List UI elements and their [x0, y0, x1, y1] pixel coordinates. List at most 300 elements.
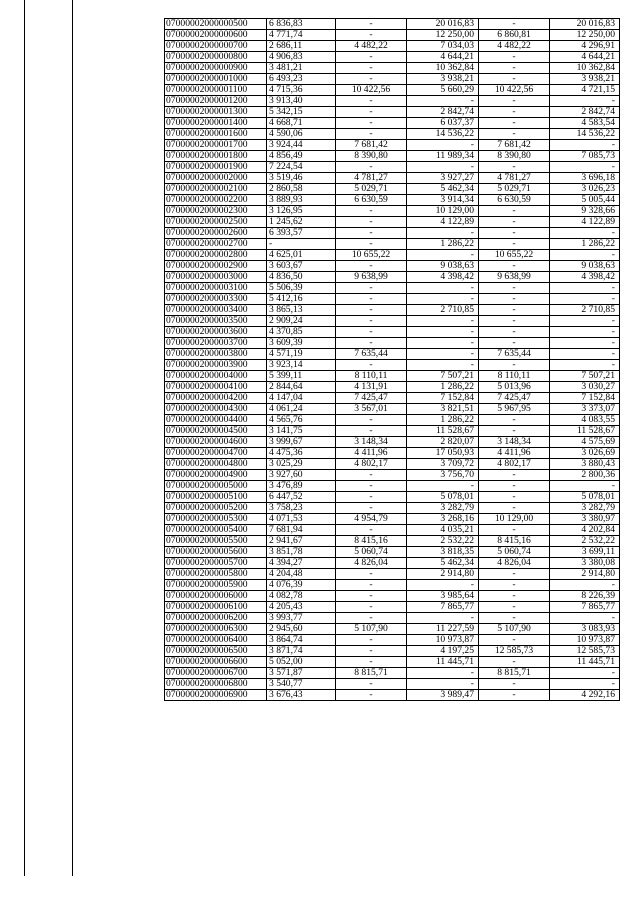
value-cell-1: 3 999,67: [267, 437, 336, 448]
value-cell-4: -: [479, 525, 550, 536]
value-cell-1: 4 082,78: [267, 591, 336, 602]
table-row: [165, 657, 620, 668]
value-cell-3: -: [407, 140, 479, 151]
value-cell-4: -: [479, 129, 550, 140]
value-cell-2: 10 655,22: [336, 250, 407, 261]
value-cell-1: 3 603,67: [267, 261, 336, 272]
value-cell-4: 10 655,22: [479, 250, 550, 261]
value-cell-1: 3 924,44: [267, 140, 336, 151]
value-cell-2: -: [336, 74, 407, 85]
value-cell-4: -: [479, 657, 550, 668]
value-cell-3: 9 038,63: [407, 261, 479, 272]
value-cell-5: -: [550, 96, 620, 107]
value-cell-4: -: [479, 74, 550, 85]
value-cell-1: -: [267, 239, 336, 250]
value-cell-1: 4 856,49: [267, 151, 336, 162]
value-cell-2: -: [336, 206, 407, 217]
value-cell-4: 6 630,59: [479, 195, 550, 206]
row-code-cell: 07000002000002200: [165, 195, 267, 206]
table-row: [165, 580, 620, 591]
value-cell-4: 8 390,80: [479, 151, 550, 162]
value-cell-1: 4 370,85: [267, 327, 336, 338]
row-code-cell: 07000002000006500: [165, 646, 267, 657]
value-cell-3: 3 989,47: [407, 690, 479, 701]
row-code-cell: 07000002000006200: [165, 613, 267, 624]
value-cell-3: 11 989,34: [407, 151, 479, 162]
value-cell-1: 3 864,74: [267, 635, 336, 646]
value-cell-5: 4 721,15: [550, 85, 620, 96]
table-row: [165, 382, 620, 393]
value-cell-1: 3 126,95: [267, 206, 336, 217]
value-cell-2: -: [336, 283, 407, 294]
value-cell-5: 4 083,55: [550, 415, 620, 426]
value-cell-3: 3 818,35: [407, 547, 479, 558]
value-cell-1: 4 076,39: [267, 580, 336, 591]
value-cell-3: -: [407, 327, 479, 338]
value-cell-2: -: [336, 96, 407, 107]
value-cell-2: -: [336, 107, 407, 118]
table-row: [165, 536, 620, 547]
value-cell-4: 4 826,04: [479, 558, 550, 569]
row-code-cell: 07000002000004000: [165, 371, 267, 382]
table-row: [165, 272, 620, 283]
value-cell-1: 3 927,60: [267, 470, 336, 481]
value-cell-1: 4 571,19: [267, 349, 336, 360]
value-cell-3: 4 122,89: [407, 217, 479, 228]
value-cell-1: 4 836,50: [267, 272, 336, 283]
value-cell-3: 7 507,21: [407, 371, 479, 382]
value-cell-4: -: [479, 338, 550, 349]
value-cell-3: 2 710,85: [407, 305, 479, 316]
row-code-cell: 07000002000004200: [165, 393, 267, 404]
value-cell-2: 4 411,96: [336, 448, 407, 459]
value-cell-3: -: [407, 481, 479, 492]
value-cell-1: 3 025,29: [267, 459, 336, 470]
data-table-body: [165, 19, 620, 701]
table-row: [165, 514, 620, 525]
value-cell-1: 5 506,39: [267, 283, 336, 294]
table-row: [165, 393, 620, 404]
value-cell-3: -: [407, 96, 479, 107]
value-cell-2: -: [336, 613, 407, 624]
table-row: [165, 184, 620, 195]
value-cell-3: 3 709,72: [407, 459, 479, 470]
value-cell-2: 4 131,91: [336, 382, 407, 393]
value-cell-3: 6 037,37: [407, 118, 479, 129]
table-row: [165, 503, 620, 514]
table-row: [165, 415, 620, 426]
row-code-cell: 07000002000004500: [165, 426, 267, 437]
value-cell-4: 5 967,95: [479, 404, 550, 415]
table-row: [165, 107, 620, 118]
value-cell-1: 5 052,00: [267, 657, 336, 668]
value-cell-4: -: [479, 118, 550, 129]
value-cell-1: 3 758,23: [267, 503, 336, 514]
row-code-cell: 07000002000004900: [165, 470, 267, 481]
value-cell-2: 3 567,01: [336, 404, 407, 415]
table-row: [165, 239, 620, 250]
value-cell-2: 9 638,99: [336, 272, 407, 283]
table-row: [165, 52, 620, 63]
value-cell-4: -: [479, 217, 550, 228]
row-code-cell: 07000002000002800: [165, 250, 267, 261]
value-cell-1: 3 923,14: [267, 360, 336, 371]
value-cell-1: 2 686,11: [267, 41, 336, 52]
value-cell-5: -: [550, 613, 620, 624]
table-row: [165, 85, 620, 96]
value-cell-2: -: [336, 503, 407, 514]
value-cell-5: 7 085,73: [550, 151, 620, 162]
value-cell-4: -: [479, 107, 550, 118]
value-cell-5: 4 202,84: [550, 525, 620, 536]
row-code-cell: 07000002000005200: [165, 503, 267, 514]
table-row: [165, 690, 620, 701]
value-cell-3: -: [407, 283, 479, 294]
value-cell-5: 3 030,27: [550, 382, 620, 393]
value-cell-1: 2 844,64: [267, 382, 336, 393]
value-cell-5: 9 038,63: [550, 261, 620, 272]
value-cell-3: -: [407, 162, 479, 173]
value-cell-2: -: [336, 239, 407, 250]
table-row: [165, 151, 620, 162]
row-code-cell: 07000002000006800: [165, 679, 267, 690]
row-code-cell: 07000002000004800: [165, 459, 267, 470]
value-cell-1: 3 871,74: [267, 646, 336, 657]
page-border-left: [24, 0, 25, 876]
value-cell-1: 4 668,71: [267, 118, 336, 129]
row-code-cell: 07000002000005700: [165, 558, 267, 569]
value-cell-4: -: [479, 613, 550, 624]
row-code-cell: 07000002000003800: [165, 349, 267, 360]
table-row: [165, 140, 620, 151]
value-cell-5: 3 880,43: [550, 459, 620, 470]
value-cell-4: 8 110,11: [479, 371, 550, 382]
value-cell-5: 4 296,91: [550, 41, 620, 52]
value-cell-5: 2 914,80: [550, 569, 620, 580]
table-row: [165, 426, 620, 437]
table-row: [165, 404, 620, 415]
value-cell-5: 7 152,84: [550, 393, 620, 404]
value-cell-5: 2 710,85: [550, 305, 620, 316]
value-cell-1: 4 565,76: [267, 415, 336, 426]
value-cell-5: 3 083,93: [550, 624, 620, 635]
value-cell-1: 2 945,60: [267, 624, 336, 635]
value-cell-1: 5 412,16: [267, 294, 336, 305]
value-cell-4: -: [479, 283, 550, 294]
value-cell-2: 8 815,71: [336, 668, 407, 679]
row-code-cell: 07000002000000900: [165, 63, 267, 74]
value-cell-2: 7 425,47: [336, 393, 407, 404]
value-cell-3: -: [407, 294, 479, 305]
value-cell-5: -: [550, 349, 620, 360]
value-cell-4: -: [479, 679, 550, 690]
row-code-cell: 07000002000002500: [165, 217, 267, 228]
row-code-cell: 07000002000001000: [165, 74, 267, 85]
value-cell-4: -: [479, 503, 550, 514]
value-cell-1: 3 851,78: [267, 547, 336, 558]
value-cell-5: 8 226,39: [550, 591, 620, 602]
table-row: [165, 129, 620, 140]
value-cell-3: -: [407, 679, 479, 690]
value-cell-4: -: [479, 294, 550, 305]
table-row: [165, 118, 620, 129]
row-code-cell: 07000002000006900: [165, 690, 267, 701]
row-code-cell: 07000002000005100: [165, 492, 267, 503]
value-cell-4: 5 029,71: [479, 184, 550, 195]
table-row: [165, 261, 620, 272]
value-cell-4: -: [479, 239, 550, 250]
value-cell-2: 7 681,42: [336, 140, 407, 151]
value-cell-1: 4 147,04: [267, 393, 336, 404]
value-cell-3: 7 034,03: [407, 41, 479, 52]
value-cell-5: -: [550, 228, 620, 239]
table-row: [165, 30, 620, 41]
row-code-cell: 07000002000001100: [165, 85, 267, 96]
value-cell-4: 5 060,74: [479, 547, 550, 558]
value-cell-1: 3 571,87: [267, 668, 336, 679]
value-cell-4: -: [479, 492, 550, 503]
value-cell-2: 4 954,79: [336, 514, 407, 525]
value-cell-5: 3 380,97: [550, 514, 620, 525]
value-cell-5: -: [550, 294, 620, 305]
row-code-cell: 07000002000001200: [165, 96, 267, 107]
value-cell-5: 20 016,83: [550, 19, 620, 30]
value-cell-1: 3 540,77: [267, 679, 336, 690]
value-cell-3: 3 821,51: [407, 404, 479, 415]
value-cell-1: 6 393,57: [267, 228, 336, 239]
table-row: [165, 294, 620, 305]
page-border-inner: [72, 0, 73, 876]
row-code-cell: 07000002000003400: [165, 305, 267, 316]
value-cell-3: 3 927,27: [407, 173, 479, 184]
value-cell-2: -: [336, 327, 407, 338]
row-code-cell: 07000002000006600: [165, 657, 267, 668]
value-cell-5: 4 644,21: [550, 52, 620, 63]
value-cell-5: 3 699,11: [550, 547, 620, 558]
table-row: [165, 283, 620, 294]
value-cell-4: 4 482,22: [479, 41, 550, 52]
table-row: [165, 305, 620, 316]
table-row: [165, 646, 620, 657]
value-cell-3: 4 644,21: [407, 52, 479, 63]
value-cell-1: 3 676,43: [267, 690, 336, 701]
value-cell-4: -: [479, 316, 550, 327]
row-code-cell: 07000002000006400: [165, 635, 267, 646]
value-cell-2: -: [336, 525, 407, 536]
row-code-cell: 07000002000006700: [165, 668, 267, 679]
row-code-cell: 07000002000002600: [165, 228, 267, 239]
table-row: [165, 250, 620, 261]
value-cell-2: 6 630,59: [336, 195, 407, 206]
table-row: [165, 525, 620, 536]
value-cell-2: 10 422,56: [336, 85, 407, 96]
value-cell-2: -: [336, 338, 407, 349]
row-code-cell: 07000002000005500: [165, 536, 267, 547]
value-cell-2: -: [336, 217, 407, 228]
value-cell-3: 10 973,87: [407, 635, 479, 646]
value-cell-4: 12 585,73: [479, 646, 550, 657]
value-cell-1: 3 913,40: [267, 96, 336, 107]
value-cell-5: 12 585,73: [550, 646, 620, 657]
value-cell-5: 9 328,66: [550, 206, 620, 217]
value-cell-2: -: [336, 294, 407, 305]
row-code-cell: 07000002000001800: [165, 151, 267, 162]
value-cell-4: -: [479, 481, 550, 492]
row-code-cell: 07000002000003500: [165, 316, 267, 327]
table-row: [165, 19, 620, 30]
value-cell-5: 1 286,22: [550, 239, 620, 250]
value-cell-2: 4 826,04: [336, 558, 407, 569]
row-code-cell: 07000002000000700: [165, 41, 267, 52]
row-code-cell: 07000002000001700: [165, 140, 267, 151]
table-row: [165, 349, 620, 360]
value-cell-5: 5 005,44: [550, 195, 620, 206]
row-code-cell: 07000002000005000: [165, 481, 267, 492]
value-cell-2: -: [336, 481, 407, 492]
value-cell-3: 2 914,80: [407, 569, 479, 580]
value-cell-3: 5 078,01: [407, 492, 479, 503]
value-cell-2: -: [336, 360, 407, 371]
value-cell-2: 5 029,71: [336, 184, 407, 195]
row-code-cell: 07000002000003300: [165, 294, 267, 305]
value-cell-5: 3 380,08: [550, 558, 620, 569]
value-cell-3: -: [407, 228, 479, 239]
table-row: [165, 668, 620, 679]
row-code-cell: 07000002000002700: [165, 239, 267, 250]
value-cell-4: 4 781,27: [479, 173, 550, 184]
value-cell-1: 2 941,67: [267, 536, 336, 547]
value-cell-4: 7 681,42: [479, 140, 550, 151]
value-cell-5: 4 575,69: [550, 437, 620, 448]
value-cell-3: 2 532,22: [407, 536, 479, 547]
row-code-cell: 07000002000005600: [165, 547, 267, 558]
value-cell-3: 11 227,59: [407, 624, 479, 635]
value-cell-1: 3 481,21: [267, 63, 336, 74]
value-cell-3: 17 050,93: [407, 448, 479, 459]
value-cell-5: 10 362,84: [550, 63, 620, 74]
value-cell-5: -: [550, 283, 620, 294]
row-code-cell: 07000002000000800: [165, 52, 267, 63]
value-cell-4: 7 425,47: [479, 393, 550, 404]
value-cell-2: -: [336, 602, 407, 613]
value-cell-5: 4 583,54: [550, 118, 620, 129]
value-cell-4: -: [479, 426, 550, 437]
value-cell-1: 4 906,83: [267, 52, 336, 63]
value-cell-1: 4 204,48: [267, 569, 336, 580]
table-row: [165, 591, 620, 602]
value-cell-3: 11 528,67: [407, 426, 479, 437]
value-cell-1: 4 394,27: [267, 558, 336, 569]
value-cell-5: 3 373,07: [550, 404, 620, 415]
table-row: [165, 459, 620, 470]
value-cell-3: -: [407, 613, 479, 624]
row-code-cell: 07000002000000600: [165, 30, 267, 41]
value-cell-1: 1 245,62: [267, 217, 336, 228]
value-cell-2: 8 415,16: [336, 536, 407, 547]
row-code-cell: 07000002000001600: [165, 129, 267, 140]
value-cell-4: 8 815,71: [479, 668, 550, 679]
table-row: [165, 173, 620, 184]
table-row: [165, 41, 620, 52]
value-cell-4: -: [479, 96, 550, 107]
table-row: [165, 206, 620, 217]
table-row: [165, 569, 620, 580]
value-cell-2: 5 060,74: [336, 547, 407, 558]
value-cell-2: -: [336, 316, 407, 327]
table-row: [165, 360, 620, 371]
value-cell-4: 8 415,16: [479, 536, 550, 547]
row-code-cell: 07000002000003600: [165, 327, 267, 338]
value-cell-2: 7 635,44: [336, 349, 407, 360]
table-row: [165, 195, 620, 206]
value-cell-3: 12 250,00: [407, 30, 479, 41]
value-cell-5: 10 973,87: [550, 635, 620, 646]
value-cell-1: 3 476,89: [267, 481, 336, 492]
row-code-cell: 07000002000006100: [165, 602, 267, 613]
value-cell-1: 2 909,24: [267, 316, 336, 327]
value-cell-4: -: [479, 228, 550, 239]
value-cell-3: 1 286,22: [407, 415, 479, 426]
value-cell-2: 8 110,11: [336, 371, 407, 382]
value-cell-1: 6 493,23: [267, 74, 336, 85]
value-cell-3: 3 938,21: [407, 74, 479, 85]
value-cell-3: -: [407, 668, 479, 679]
value-cell-5: 11 445,71: [550, 657, 620, 668]
row-code-cell: 07000002000006300: [165, 624, 267, 635]
value-cell-2: -: [336, 30, 407, 41]
row-code-cell: 07000002000005800: [165, 569, 267, 580]
value-cell-4: -: [479, 569, 550, 580]
value-cell-1: 4 071,53: [267, 514, 336, 525]
value-cell-3: 10 362,84: [407, 63, 479, 74]
value-cell-4: -: [479, 415, 550, 426]
row-code-cell: 07000002000003100: [165, 283, 267, 294]
value-cell-3: 4 197,25: [407, 646, 479, 657]
table-row: [165, 228, 620, 239]
value-cell-1: 4 061,24: [267, 404, 336, 415]
table-row: [165, 338, 620, 349]
row-code-cell: 07000002000002000: [165, 173, 267, 184]
value-cell-3: 5 660,29: [407, 85, 479, 96]
row-code-cell: 07000002000000500: [165, 19, 267, 30]
value-cell-4: -: [479, 327, 550, 338]
row-code-cell: 07000002000004600: [165, 437, 267, 448]
value-cell-5: -: [550, 140, 620, 151]
value-cell-4: -: [479, 19, 550, 30]
table-row: [165, 74, 620, 85]
row-code-cell: 07000002000006000: [165, 591, 267, 602]
value-cell-2: -: [336, 129, 407, 140]
value-cell-2: 5 107,90: [336, 624, 407, 635]
value-cell-1: 3 889,93: [267, 195, 336, 206]
value-cell-4: -: [479, 206, 550, 217]
value-cell-4: 4 411,96: [479, 448, 550, 459]
value-cell-1: 2 860,58: [267, 184, 336, 195]
value-cell-4: -: [479, 591, 550, 602]
table-row: [165, 547, 620, 558]
value-cell-5: 3 026,69: [550, 448, 620, 459]
value-cell-2: 3 148,34: [336, 437, 407, 448]
value-cell-4: 7 635,44: [479, 349, 550, 360]
value-cell-2: -: [336, 52, 407, 63]
value-cell-3: 3 914,34: [407, 195, 479, 206]
row-code-cell: 07000002000004300: [165, 404, 267, 415]
value-cell-4: -: [479, 690, 550, 701]
row-code-cell: 07000002000002900: [165, 261, 267, 272]
value-cell-4: -: [479, 602, 550, 613]
value-cell-5: -: [550, 327, 620, 338]
value-cell-2: -: [336, 426, 407, 437]
